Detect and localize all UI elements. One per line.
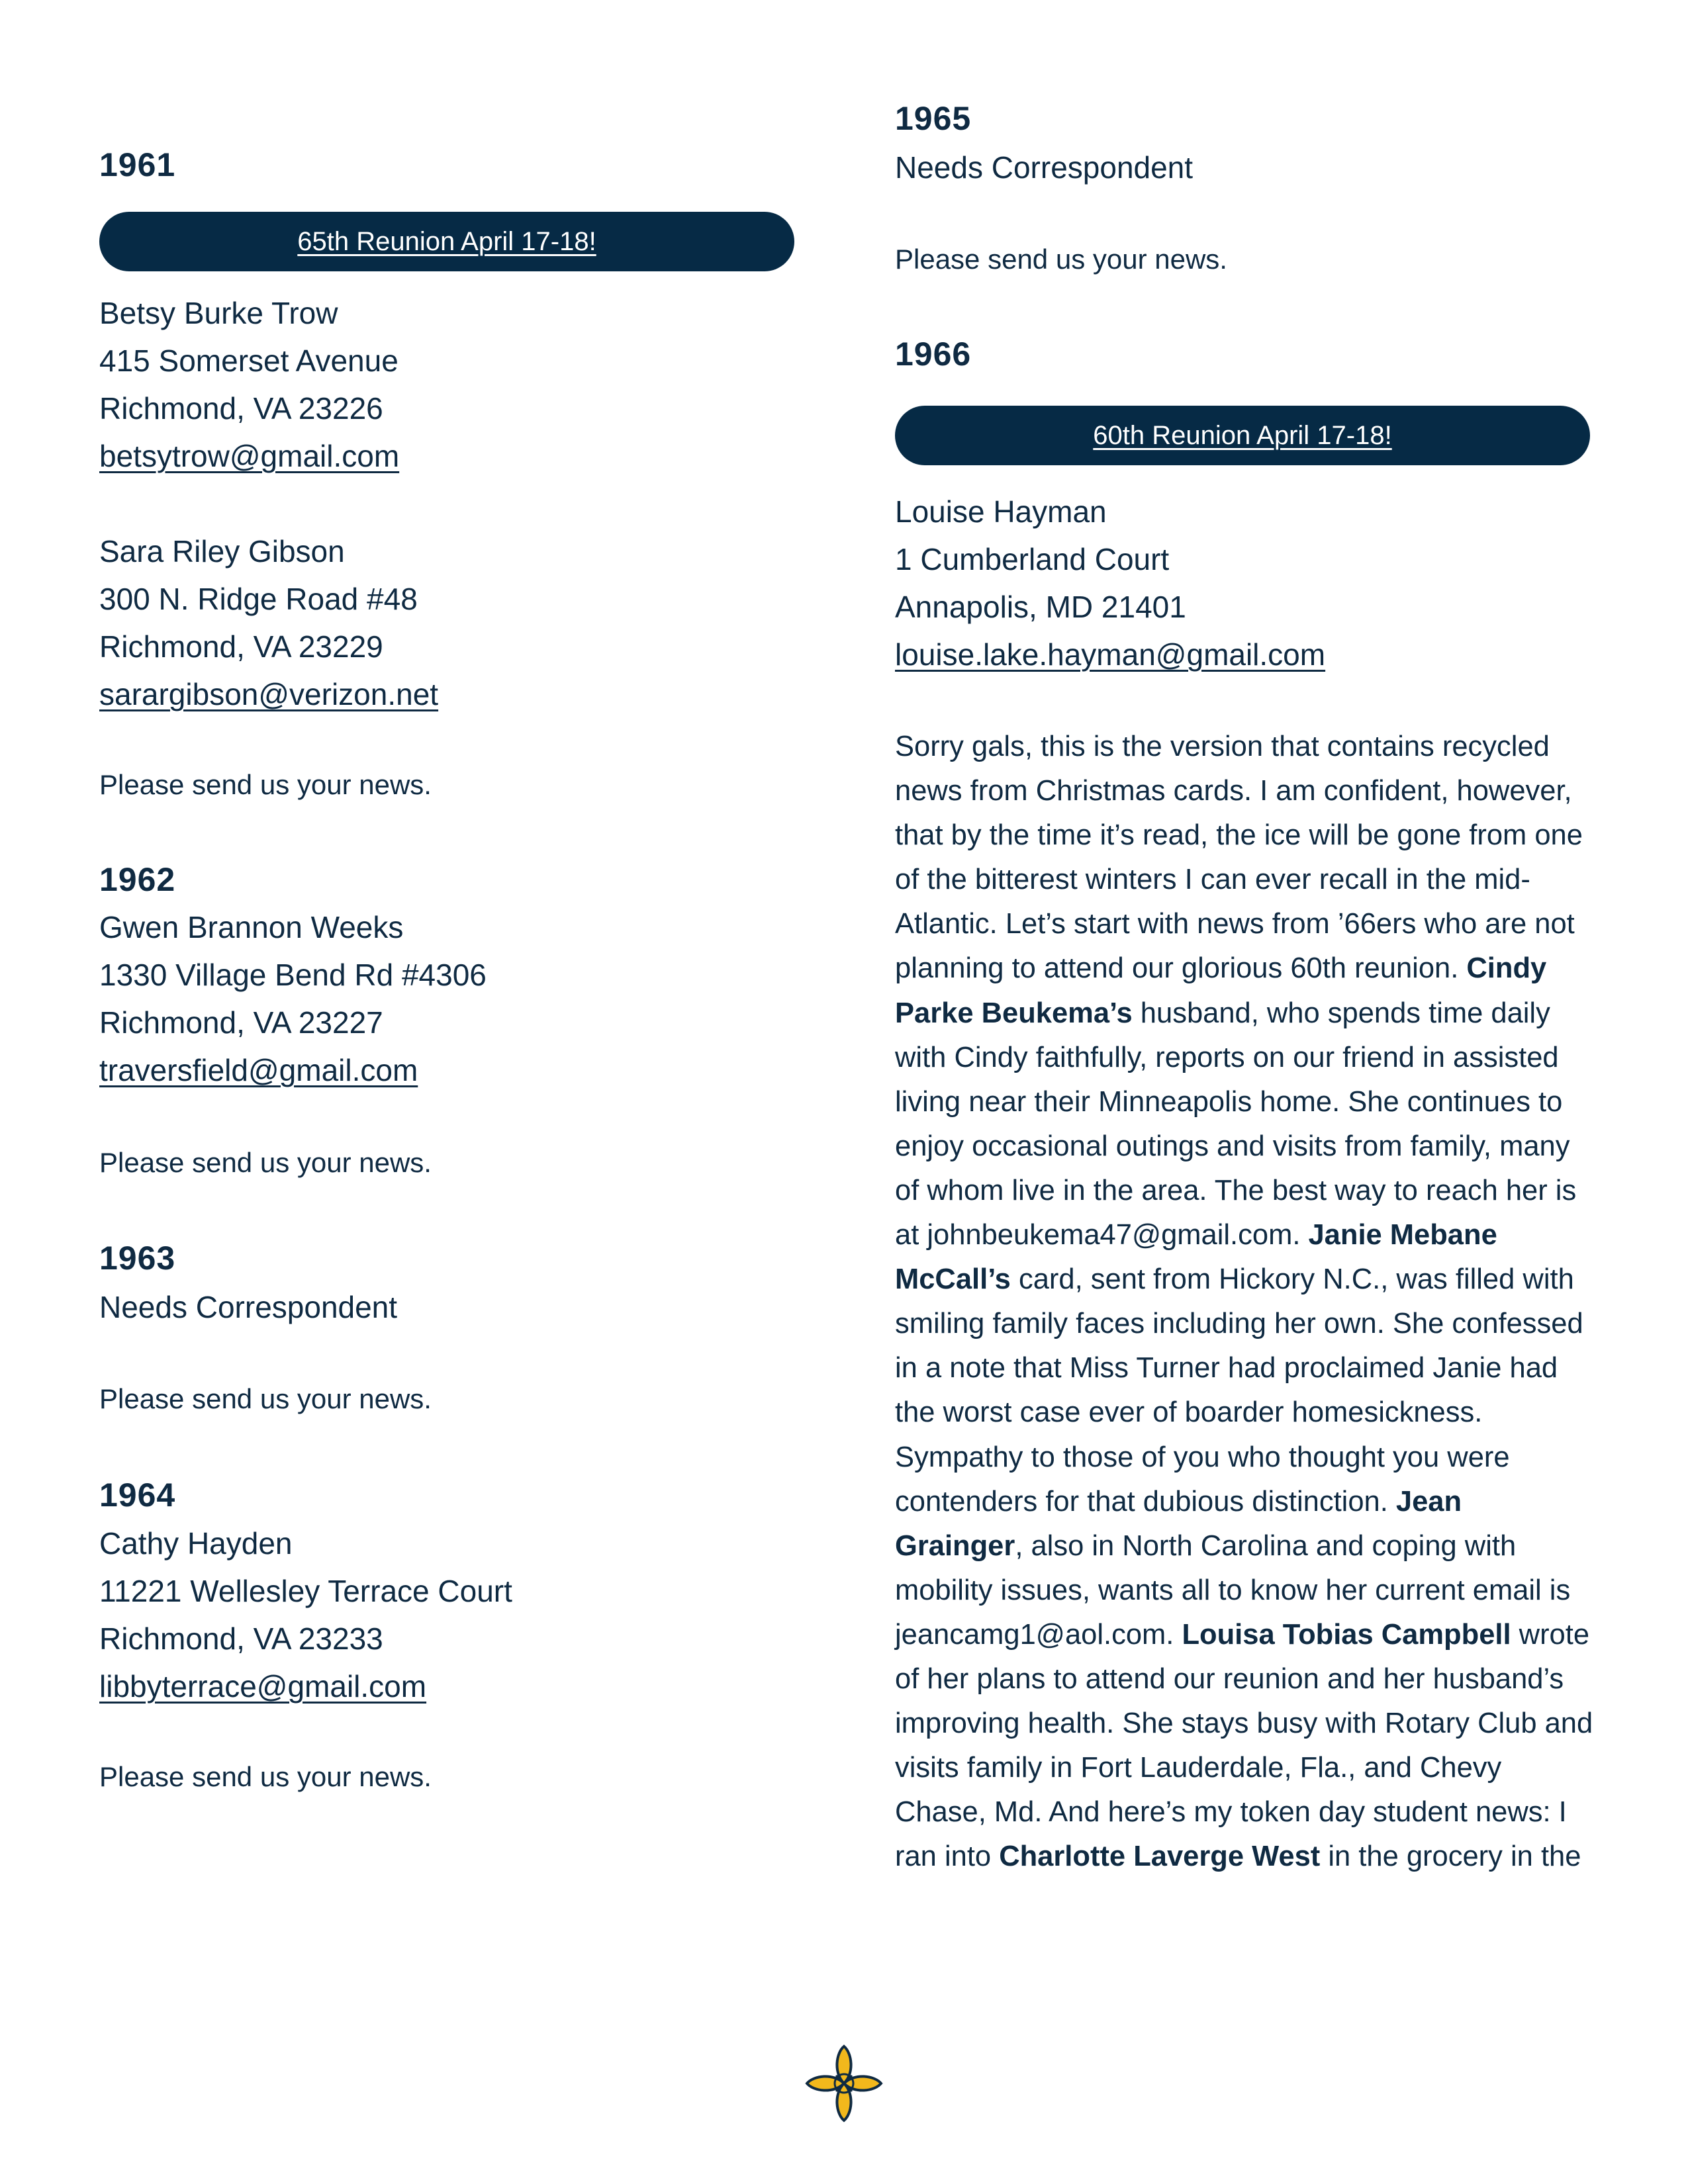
class-news-body: [895, 725, 1597, 1879]
contact-street: 1 Cumberland Court: [895, 542, 1170, 576]
news-request: Please send us your news.: [99, 1761, 432, 1792]
contact-email-link[interactable]: louise.lake.hayman@gmail.com: [895, 637, 1326, 672]
class-year-heading: 1961: [99, 146, 176, 183]
contact-city: Richmond, VA 23226: [99, 391, 383, 426]
contact-city: Annapolis, MD 21401: [895, 590, 1186, 624]
class-year-heading: 1963: [99, 1240, 176, 1277]
class-year-heading: 1966: [895, 336, 972, 373]
contact-email-link[interactable]: libbyterrace@gmail.com: [99, 1669, 427, 1704]
news-text: card, sent from Hickory N.C., was filled with smiling family faces including her own. She confessed in a note that Miss Turner had proclaimed Janie had the worst case ever of boarder homesickness. Sympathy to those of you who thought you were contenders for that dubious distinction.: [895, 1263, 1583, 1518]
contact-name: Cathy Hayden: [99, 1526, 293, 1561]
classmate-name: Jean Grainger: [895, 1485, 1462, 1562]
correspondent-status: Needs Correspondent: [895, 150, 1194, 185]
contact-email-link[interactable]: traversfield@gmail.com: [99, 1053, 418, 1087]
classmate-name: Cindy Parke Beukema’s: [895, 952, 1547, 1029]
contact-name: Louise Hayman: [895, 494, 1107, 529]
news-text: Sorry gals, this is the version that contains recycled news from Christmas cards. I am confident, however, that by the time it’s read, the ice will be gone from one of the bitterest winters I can ever recall in the mid-Atlantic. Let’s start with news from ’66ers who are not planning to attend our glorious 60th reunion.: [895, 731, 1583, 985]
contact-name: Sara Riley Gibson: [99, 534, 345, 569]
reunion-banner-link[interactable]: 65th Reunion April 17-18!: [297, 226, 596, 256]
news-text: husband, who spends time daily with Cindy faithfully, reports on our friend in assisted living near their Minneapolis home. She continues to enjoy occasional outings and visits from family, many of whom live in the area. The best way to reach her is at johnbeukema47@gmail.com.: [895, 997, 1577, 1251]
reunion-banner[interactable]: [99, 212, 794, 271]
contact-street: 415 Somerset Avenue: [99, 343, 399, 378]
quatrefoil-logo-icon: [804, 2044, 884, 2123]
news-request: Please send us your news.: [99, 1147, 432, 1178]
class-year-heading: 1965: [895, 100, 972, 137]
contact-street: 300 N. Ridge Road #48: [99, 582, 418, 616]
reunion-banner-link[interactable]: 60th Reunion April 17-18!: [1093, 420, 1392, 450]
correspondent-status: Needs Correspondent: [99, 1290, 398, 1324]
news-request: Please send us your news.: [99, 1383, 432, 1414]
contact-email-link[interactable]: betsytrow@gmail.com: [99, 439, 400, 473]
news-text: in the grocery in the: [1320, 1841, 1581, 1873]
news-text: , also in North Carolina and coping with mobility issues, wants all to know her current email is jeancamg1@aol.com.: [895, 1529, 1571, 1651]
class-year-heading: 1964: [99, 1477, 176, 1514]
news-request: Please send us your news.: [895, 244, 1227, 275]
classmate-name: Charlotte Laverge West: [999, 1841, 1321, 1873]
contact-city: Richmond, VA 23233: [99, 1621, 383, 1656]
contact-city: Richmond, VA 23229: [99, 629, 383, 664]
contact-street: 11221 Wellesley Terrace Court: [99, 1574, 512, 1608]
contact-street: 1330 Village Bend Rd #4306: [99, 958, 487, 992]
contact-email-link[interactable]: sarargibson@verizon.net: [99, 677, 439, 711]
classmate-name: Janie Mebane McCall’s: [895, 1219, 1497, 1296]
class-year-heading: 1962: [99, 861, 176, 898]
contact-city: Richmond, VA 23227: [99, 1005, 383, 1040]
reunion-banner[interactable]: [895, 406, 1590, 465]
contact-name: Betsy Burke Trow: [99, 296, 338, 330]
news-text: wrote of her plans to attend our reunion and her husband’s improving health. She stays busy with Rotary Club and visits family in Fort Lauderdale, Fla., and Chevy Chase, Md. And here’s my token day student news: I ran into: [895, 1618, 1593, 1873]
classmate-name: Louisa Tobias Campbell: [1182, 1618, 1511, 1651]
contact-name: Gwen Brannon Weeks: [99, 910, 404, 944]
news-request: Please send us your news.: [99, 769, 432, 800]
